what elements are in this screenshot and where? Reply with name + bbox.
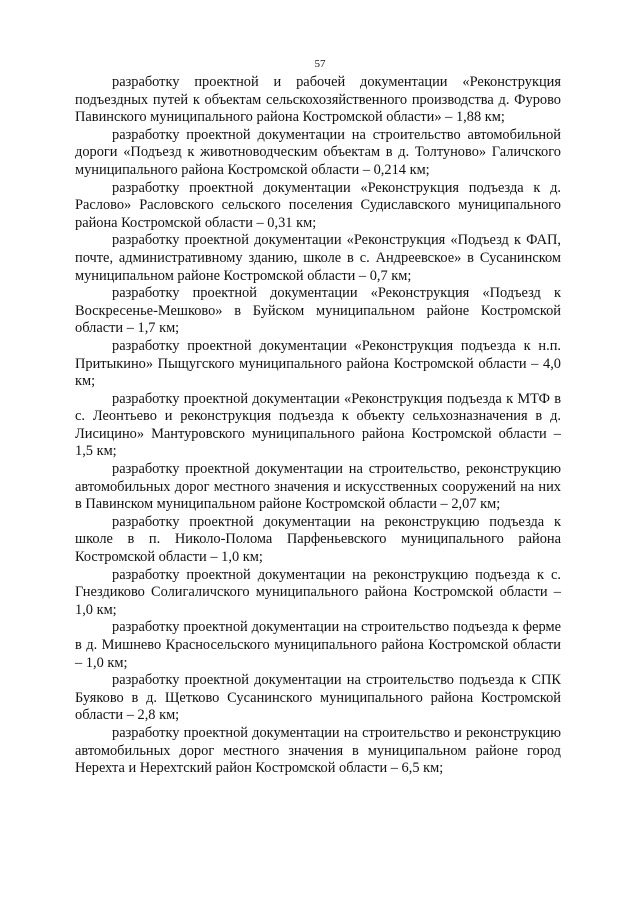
paragraph-7: разработку проектной документации «Реконструкция подъезда к МТФ в с. Леонтьево и реконструкция подъезда к объекту сельхозназначения в д. Лисицино» Мантуровского муниципального района Костромской области – 1,5 км; — [75, 390, 561, 460]
paragraph-13: разработку проектной документации на строительство и реконструкцию автомобильных дорог местного значения в муниципальном районе город Нерехта и Нерехтский район Костромской области – 6,5 км; — [75, 724, 561, 777]
paragraph-4: разработку проектной документации «Реконструкция «Подъезд к ФАП, почте, административному зданию, школе в с. Андреевское» в Сусанинском муниципальном районе Костромской области – 0,7 км; — [75, 232, 561, 284]
paragraph-6: разработку проектной документации «Реконструкция подъезда к н.п. Притыкино» Пыщугского муниципального района Костромской области – 4,0 км; — [75, 337, 561, 390]
paragraph-1: разработку проектной и рабочей документации «Реконструкция подъездных путей к объектам сельскохозяйственного производства д. Фурово Павинского муниципального района Костромской области» – 1,88 км; — [75, 74, 561, 126]
paragraph-12: разработку проектной документации на строительство подъезда к СПК Буяково в д. Щетково Сусанинского муниципального района Костромской области – 2,8 км; — [75, 672, 561, 724]
paragraph-10: разработку проектной документации на реконструкцию подъезда к с. Гнездиково Солигаличского муниципального района Костромской области – 1,0 км; — [75, 566, 561, 618]
paragraph-5: разработку проектной документации «Реконструкция «Подъезд к Воскресенье-Мешково» в Буйском муниципальном районе Костромской области – 1,7 км; — [75, 285, 561, 337]
paragraph-3: разработку проектной документации «Реконструкция подъезда к д. Раслово» Расловского сельского поселения Судиславского муниципального района Костромской области – 0,31 км; — [75, 179, 561, 231]
document-body — [75, 74, 561, 778]
paragraph-9: разработку проектной документации на реконструкцию подъезда к школе в п. Николо-Полома Парфеньевского муниципального района Костромской области – 1,0 км; — [75, 513, 561, 566]
page-number: 57 — [314, 58, 326, 70]
paragraph-2: разработку проектной документации на строительство автомобильной дороги «Подъезд к животноводческим объектам в д. Толтуново» Галичского муниципального района Костромской области – 0,214 км; — [75, 126, 561, 178]
paragraph-11: разработку проектной документации на строительство подъезда к ферме в д. Мишнево Красносельского муниципального района Костромской области – 1,0 км; — [75, 619, 561, 671]
paragraph-8: разработку проектной документации на строительство, реконструкцию автомобильных дорог местного значения и искусственных сооружений на них в Павинском муниципальном районе Костромской области – 2,07 км; — [75, 461, 561, 513]
